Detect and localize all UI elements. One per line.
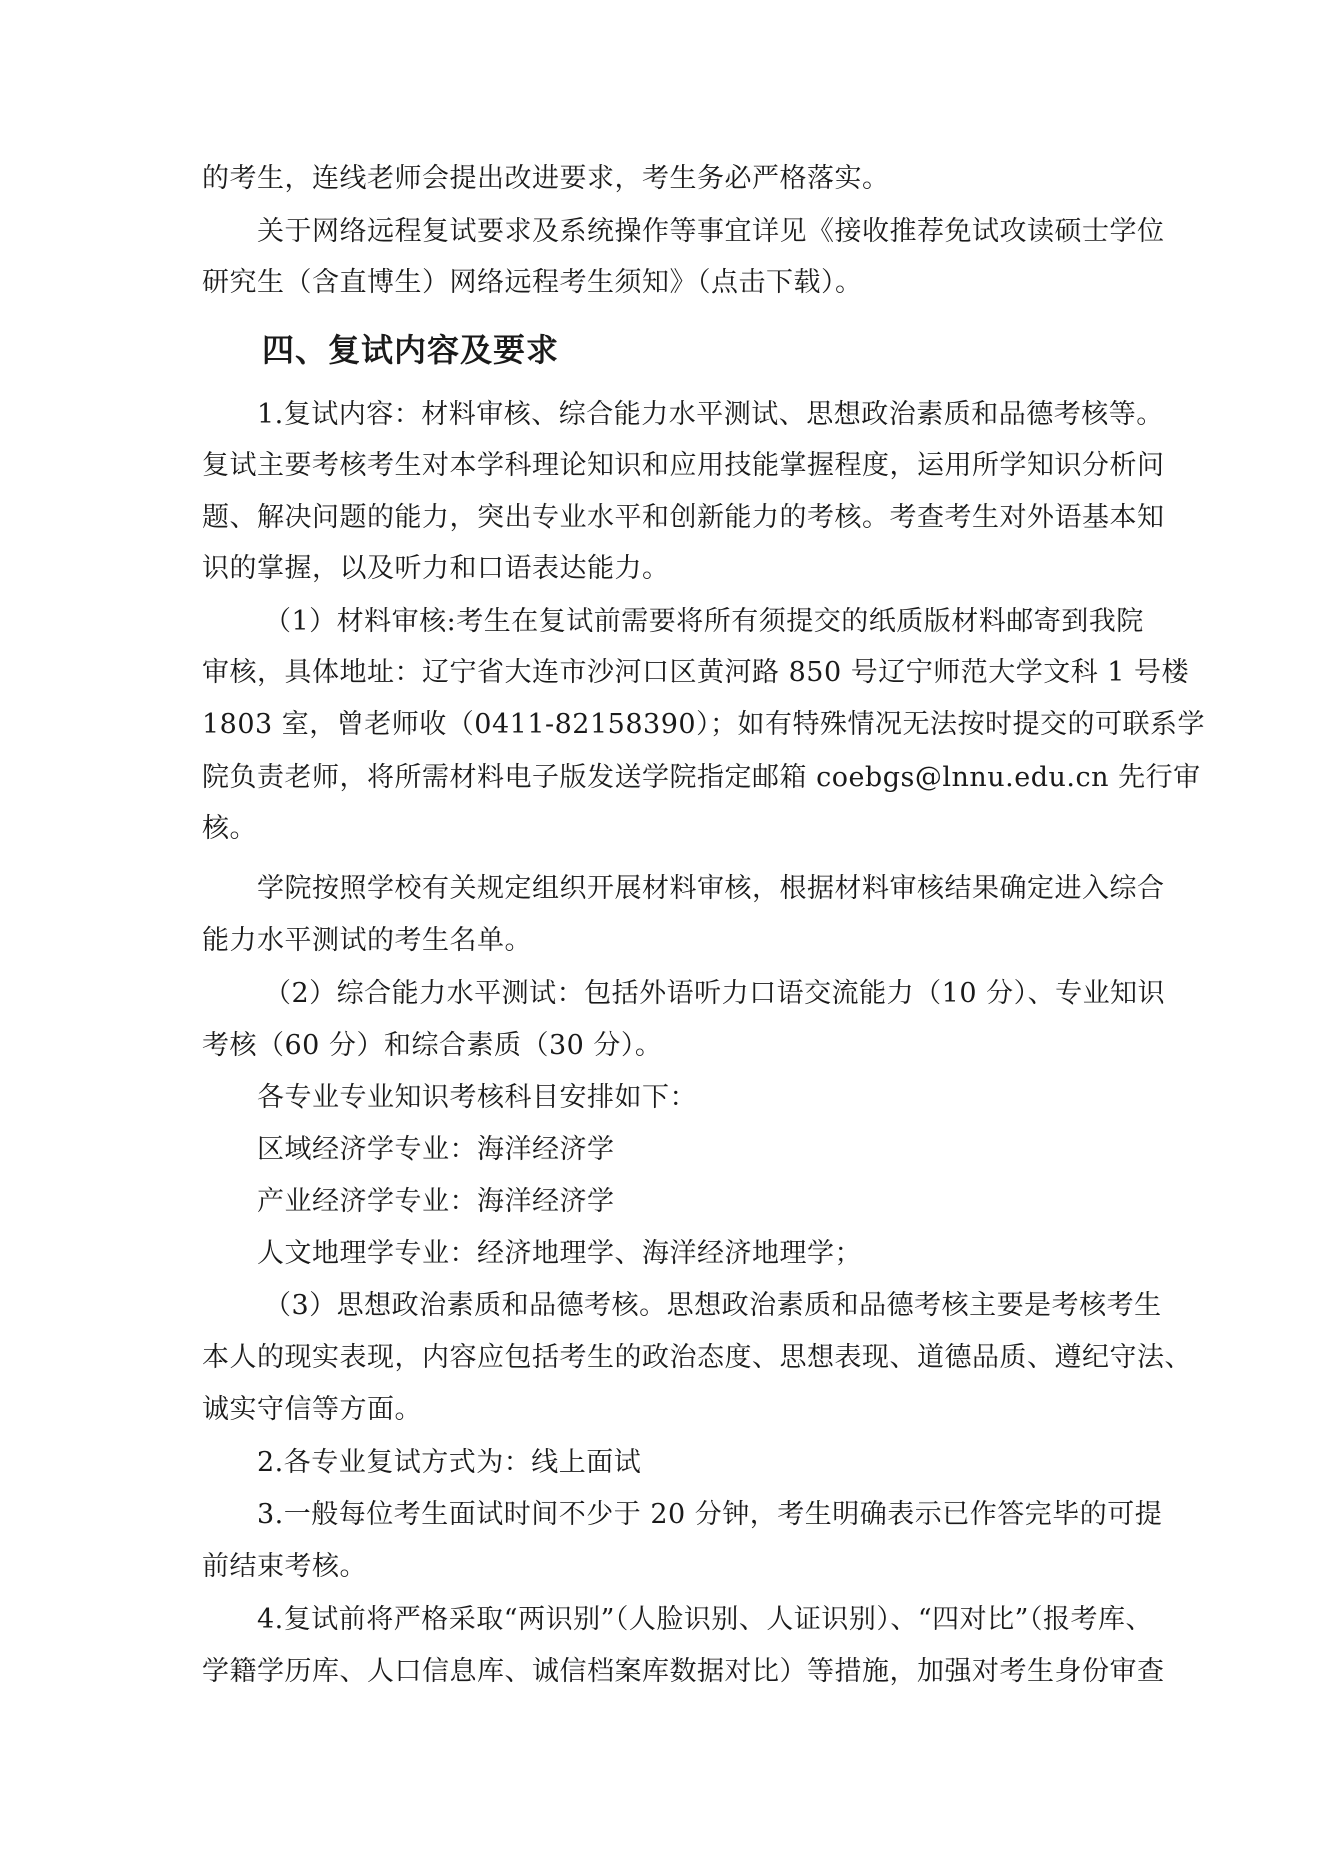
section-heading: 四、复试内容及要求 xyxy=(262,331,560,369)
paragraph-line: 的考生，连线老师会提出改进要求，考生务必严格落实。 xyxy=(202,163,890,194)
paragraph-line: 诚实守信等方面。 xyxy=(202,1394,422,1425)
paragraph-line: 研究生（含直博生）网络远程考生须知》（点击下载）。 xyxy=(202,267,863,298)
paragraph-line: 审核，具体地址：辽宁省大连市沙河口区黄河路 850 号辽宁师范大学文科 1 号楼 xyxy=(202,657,1190,688)
paragraph-line: 各专业专业知识考核科目安排如下： xyxy=(257,1082,697,1113)
paragraph-line: 区域经济学专业：海洋经济学 xyxy=(257,1134,615,1165)
paragraph-line: 复试主要考核考生对本学科理论知识和应用技能掌握程度，运用所学知识分析问 xyxy=(202,450,1165,481)
paragraph-line: 人文地理学专业：经济地理学、海洋经济地理学； xyxy=(257,1238,862,1269)
paragraph-line: （2）综合能力水平测试：包括外语听力口语交流能力（10 分）、专业知识 xyxy=(264,978,1166,1009)
paragraph-line: 能力水平测试的考生名单。 xyxy=(202,925,532,956)
paragraph-line: 1803 室，曾老师收（0411-82158390）；如有特殊情况无法按时提交的可联系学 xyxy=(202,709,1206,740)
paragraph-line: 前结束考核。 xyxy=(202,1551,367,1582)
paragraph-line: （1）材料审核:考生在复试前需要将所有须提交的纸质版材料邮寄到我院 xyxy=(264,606,1144,637)
paragraph-line: 2.各专业复试方式为：线上面试 xyxy=(257,1447,642,1478)
paragraph-line: 考核（60 分）和综合素质（30 分）。 xyxy=(202,1030,663,1061)
paragraph-line: 4.复试前将严格采取“两识别”（人脸识别、人证识别）、“四对比”（报考库、 xyxy=(257,1604,1153,1635)
paragraph-line: 题、解决问题的能力，突出专业水平和创新能力的考核。考查考生对外语基本知 xyxy=(202,502,1165,533)
paragraph-line: 识的掌握，以及听力和口语表达能力。 xyxy=(202,553,670,584)
paragraph-line: 核。 xyxy=(202,813,257,844)
paragraph-line: 关于网络远程复试要求及系统操作等事宜详见《接收推荐免试攻读硕士学位 xyxy=(257,216,1165,247)
paragraph-line: 学籍学历库、人口信息库、诚信档案库数据对比）等措施，加强对考生身份审查 xyxy=(202,1656,1165,1687)
paragraph-line: 3.一般每位考生面试时间不少于 20 分钟，考生明确表示已作答完毕的可提 xyxy=(257,1499,1163,1530)
paragraph-line: 产业经济学专业：海洋经济学 xyxy=(257,1186,615,1217)
paragraph-line: （3）思想政治素质和品德考核。思想政治素质和品德考核主要是考核考生 xyxy=(264,1290,1162,1321)
paragraph-line: 学院按照学校有关规定组织开展材料审核，根据材料审核结果确定进入综合 xyxy=(257,873,1165,904)
paragraph-line: 院负责老师，将所需材料电子版发送学院指定邮箱 coebgs@lnnu.edu.cn 先行审 xyxy=(202,762,1201,793)
paragraph-line: 本人的现实表现，内容应包括考生的政治态度、思想表现、道德品质、遵纪守法、 xyxy=(202,1342,1192,1373)
paragraph-line: 1.复试内容：材料审核、综合能力水平测试、思想政治素质和品德考核等。 xyxy=(257,399,1164,430)
